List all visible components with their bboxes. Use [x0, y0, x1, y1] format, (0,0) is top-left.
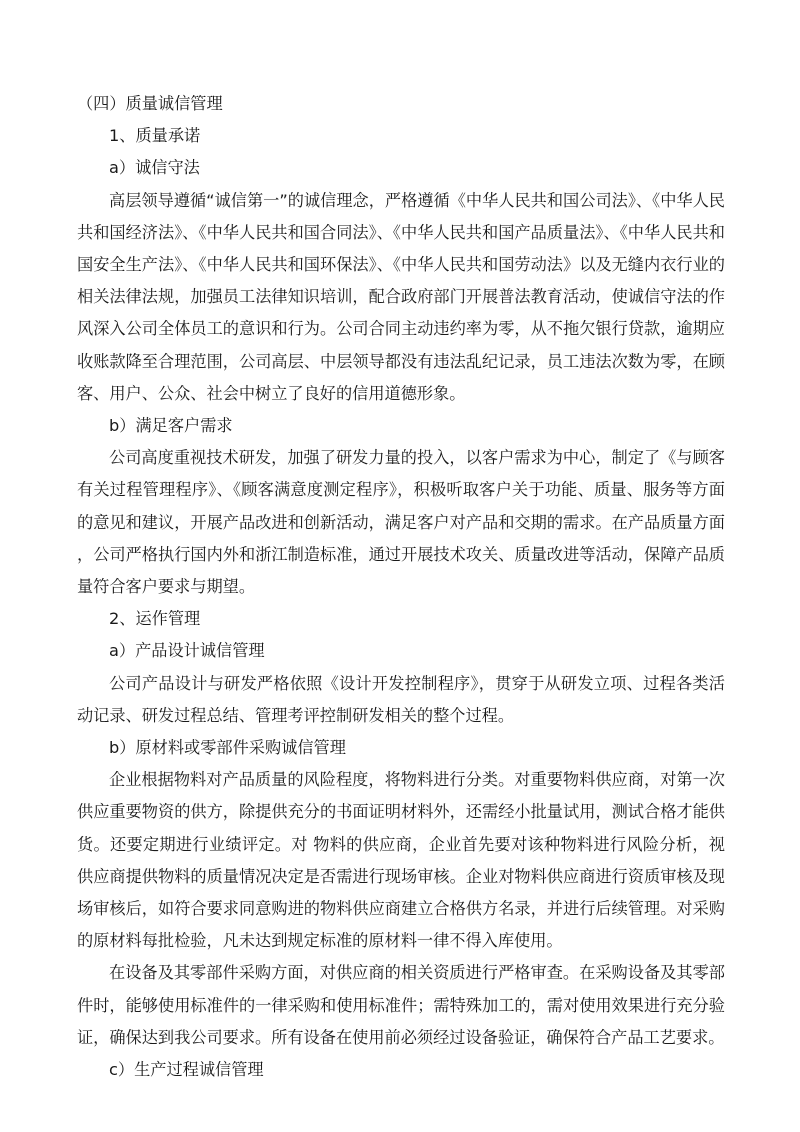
document-body — [77, 88, 725, 1086]
subsection-heading-quality-commitment: 1、质量承诺 — [109, 126, 201, 146]
item-heading-customer-needs: b）满足客户需求 — [109, 415, 233, 435]
paragraph-customer-needs: 公司高度重视技术研发，加强了研发力量的投入，以客户需求为中心，制定了《与顾客有关过程管理程序》、《顾客满意度测定程序》，积极听取客户关于功能、质量、服务等方面的意见和建议，开展产品改进和创新活动，满足客户对产品和交期的需求。在产品质量方面，公司严格执行国内外和浙江制造标准，通过开展技术攻关、质量改进等活动，保障产品质量符合客户要求与期望。 — [77, 448, 725, 596]
item-heading-production-process: c）生产过程诚信管理 — [109, 1059, 264, 1079]
item-heading-product-design: a）产品设计诚信管理 — [109, 641, 265, 661]
paragraph-product-design: 公司产品设计与研发严格依照《设计开发控制程序》，贯穿于从研发立项、过程各类活动记录、研发过程总结、管理考评控制研发相关的整个过程。 — [77, 673, 725, 725]
subsection-heading-operation-management: 2、运作管理 — [109, 609, 201, 629]
paragraph-procurement-materials: 企业根据物料对产品质量的风险程度，将物料进行分类。对重要物料供应商，对第一次供应重要物资的供方，除提供充分的书面证明材料外，还需经小批量试用，测试合格才能供货。还要定期进行业绩评定。对 物料的供应商，企业首先要对该种物料进行风险分析，视供应商提供物料的质量情况决定是否需进行现场审核。企业对物料供应商进行资质审核及现场审核后，如符合要求同意购进的物料供应商建立合格供方名录，并进行后续管理。对采购的原材料每批检验，凡未达到规定标准的原材料一律不得入库使用。 — [77, 770, 725, 951]
paragraph-procurement-equipment: 在设备及其零部件采购方面，对供应商的相关资质进行严格审查。在采购设备及其零部件时，能够使用标准件的一律采购和使用标准件；需特殊加工的，需对使用效果进行充分验证，确保达到我公司要求。所有设备在使用前必须经过设备验证，确保符合产品工艺要求。 — [77, 963, 725, 1047]
item-heading-procurement: b）原材料或零部件采购诚信管理 — [109, 737, 346, 757]
section-heading-quality-integrity: （四）质量诚信管理 — [77, 94, 223, 113]
item-heading-integrity-law: a）诚信守法 — [109, 158, 200, 178]
paragraph-integrity-law: 高层领导遵循“诚信第一”的诚信理念，严格遵循《中华人民共和国公司法》、《中华人民共和国经济法》、《中华人民共和国合同法》、《中华人民共和国产品质量法》、《中华人民共和国安全生产法》、《中华人民共和国环保法》、《中华人民共和国劳动法》以及无缝内衣行业的相关法律法规，加强员工法律知识培训，配合政府部门开展普法教育活动，使诚信守法的作风深入公司全体员工的意识和行为。公司合同主动违约率为零，从不拖欠银行贷款，逾期应收账款降至合理范围，公司高层、中层领导都没有违法乱纪记录，员工违法次数为零，在顾客、用户、公众、社会中树立了良好的信用道德形象。 — [77, 190, 725, 403]
